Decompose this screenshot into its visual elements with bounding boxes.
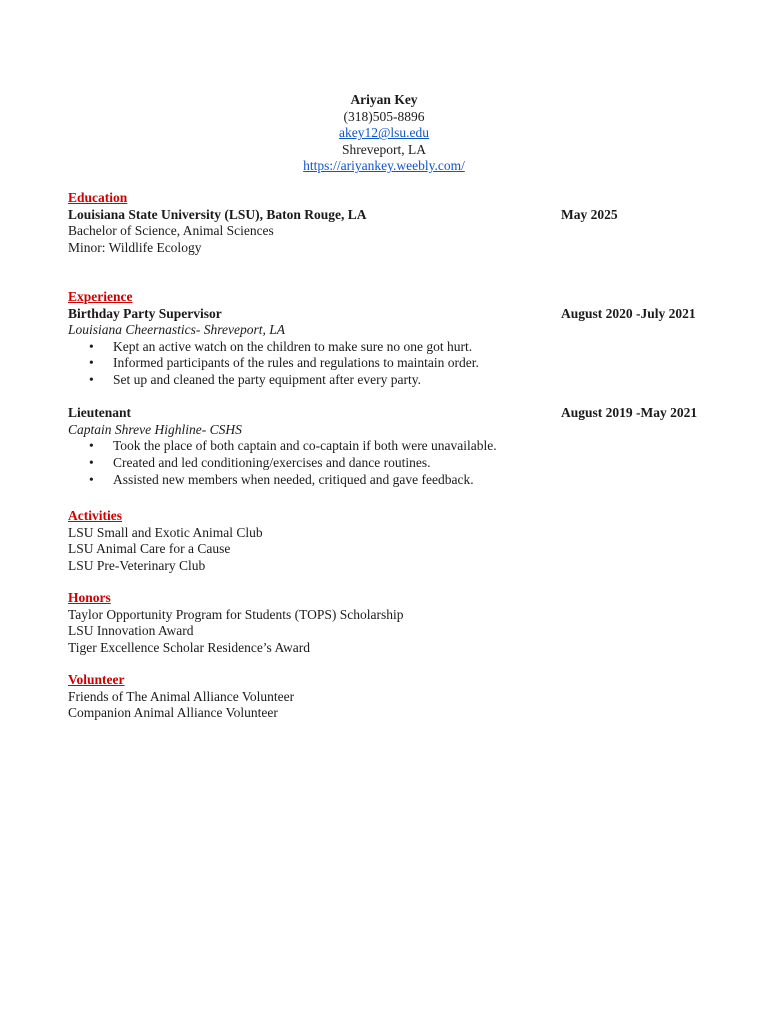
volunteer-section	[68, 672, 708, 722]
experience-section	[68, 289, 708, 488]
contact-header	[0, 92, 768, 175]
job-organization: Captain Shreve Highline- CSHS	[68, 421, 242, 437]
degree: Bachelor of Science, Animal Sciences	[68, 223, 274, 239]
volunteer-heading: Volunteer	[68, 672, 125, 687]
job-bullets	[68, 438, 708, 488]
activities-heading: Activities	[68, 508, 122, 523]
list-item: Companion Animal Alliance Volunteer	[68, 705, 278, 721]
list-item: Friends of The Animal Alliance Volunteer	[68, 688, 295, 704]
school-name: Louisiana State University (LSU), Baton Rouge, LA	[68, 206, 367, 222]
list-item: LSU Small and Exotic Animal Club	[68, 524, 263, 540]
job-entry	[68, 405, 708, 488]
list-item: • Took the place of both captain and co-captain if both were unavailable.	[89, 438, 497, 454]
website-link[interactable]: https://ariyankey.weebly.com/	[303, 158, 465, 174]
job-bullets	[68, 339, 708, 389]
experience-heading: Experience	[68, 289, 133, 304]
job-date: August 2020 -July 2021	[561, 305, 696, 321]
job-role: Lieutenant	[68, 405, 132, 421]
list-item: • Assisted new members when needed, critiqued and gave feedback.	[89, 471, 474, 487]
job-organization: Louisiana Cheernastics- Shreveport, LA	[68, 322, 285, 338]
location: Shreveport, LA	[342, 141, 426, 157]
job-role: Birthday Party Supervisor	[68, 305, 222, 321]
education-section	[68, 190, 708, 256]
education-heading: Education	[68, 190, 128, 205]
honors-section	[68, 590, 708, 656]
list-item: • Informed participants of the rules and regulations to maintain order.	[89, 355, 479, 371]
list-item: • Created and led conditioning/exercises and dance routines.	[89, 454, 431, 470]
list-item: LSU Innovation Award	[68, 623, 194, 639]
activities-section	[68, 508, 708, 574]
job-entry	[68, 306, 708, 389]
list-item: Taylor Opportunity Program for Students (TOPS) Scholarship	[68, 606, 404, 622]
list-item: LSU Animal Care for a Cause	[68, 541, 231, 557]
graduation-date: May 2025	[561, 206, 618, 222]
honors-heading: Honors	[68, 590, 111, 605]
list-item: LSU Pre-Veterinary Club	[68, 557, 206, 573]
list-item: • Kept an active watch on the children to make sure no one got hurt.	[89, 338, 473, 354]
job-date: August 2019 -May 2021	[561, 405, 698, 421]
resume-name: Ariyan Key	[350, 92, 418, 107]
list-item: Tiger Excellence Scholar Residence’s Award	[68, 639, 310, 655]
minor: Minor: Wildlife Ecology	[68, 239, 202, 255]
email-link[interactable]: akey12@lsu.edu	[338, 125, 430, 141]
list-item: • Set up and cleaned the party equipment after every party.	[89, 371, 421, 387]
phone-number: (318)505-8896	[343, 108, 425, 124]
